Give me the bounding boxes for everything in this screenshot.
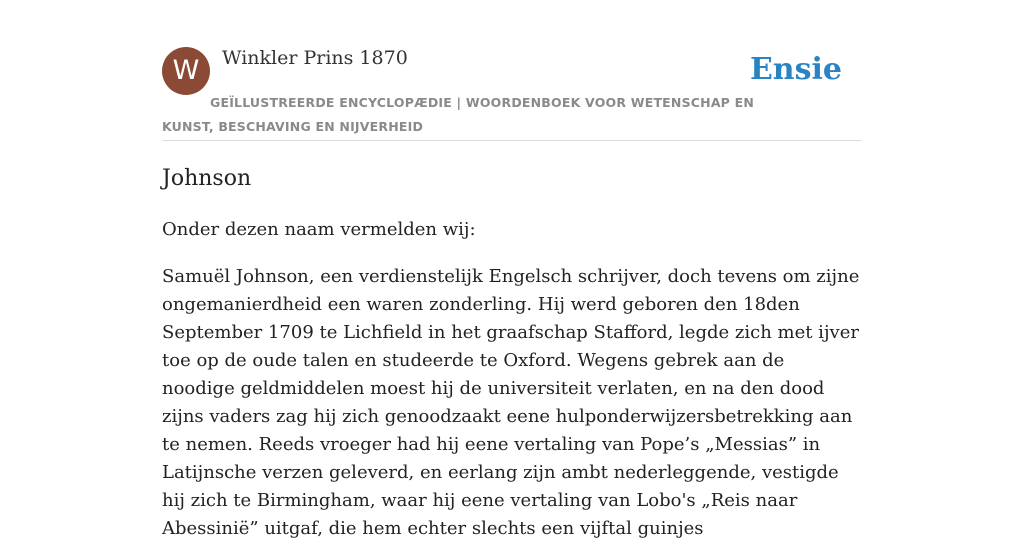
source-title[interactable]: Winkler Prins 1870	[222, 47, 408, 69]
source-subtitle: GEÏLLUSTREERDE ENCYCLOPÆDIE | WOORDENBOEK VOOR WETENSCHAP EN KUNST, BESCHAVING EN NIJVERHEID	[162, 95, 755, 134]
article-body: Samuël Johnson, een verdienstelijk Engelsch schrijver, doch tevens om zijne ongemanierdheid een waren zonderling. Hij werd geboren den 18den September 1709 te Lichfield in het graafschap Stafford, legde zich met ijver toe op de oude talen en studeerde te Oxford. Wegens gebrek aan de noodige geldmiddelen moest hij de universiteit verlaten, en na den dood zijns vaders zag hij zich genoodzaakt eene hulponderwijzersbetrekking aan te nemen. Reeds vroeger had hij eene vertaling van Pope’s „Messias” in Latijnsche verzen geleverd, en eerlang zijn ambt nederleggende, vestigde hij zich te Birmingham, waar hij eene vertaling van Lobo's „Reis naar Abessinië” uitgaf, die hem echter slechts een vijftal guinjes	[162, 266, 860, 539]
brand-logo[interactable]: Ensie	[749, 52, 842, 87]
article-title: Johnson	[162, 166, 252, 191]
article-intro: Onder dezen naam vermelden wij:	[162, 219, 476, 240]
source-avatar[interactable]: W	[162, 47, 210, 95]
source-header	[162, 46, 862, 141]
